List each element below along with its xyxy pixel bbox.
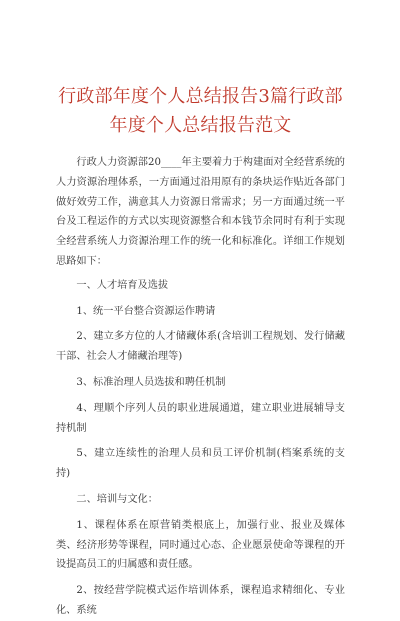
intro-paragraph: 行政人力资源部20____年主要着力于构建面对全经营系统的人力资源治理体系，一方面通过沿用原有的条块运作贴近各部门做好效劳工作，满意其人力资源日常需求；另一方面通过统一平台及工程运作的方式以实现资源整合和本钱节余同时有利于实现全经营系统人力资源治理工作的统一化和标准化。详细工作规划思路如下： [56, 157, 345, 267]
document-title: 行政部年度个人总结报告3篇行政部年度个人总结报告范文 [58, 86, 343, 136]
section-heading-talent: 一、人才培育及选拔 [76, 279, 169, 291]
list-item: 5、建立连续性的治理人员和员工评价机制(档案系统的支持) [56, 448, 345, 480]
section-heading-training: 二、培训与文化： [76, 493, 158, 505]
list-item: 3、标准治理人员选拔和聘任机制 [76, 376, 226, 388]
list-item: 4、理顺个序列人员的职业进展通道，建立职业进展辅导支持机制 [56, 402, 345, 434]
list-item: 2、建立多方位的人才储藏体系(含培训工程规划、发行储藏干部、社会人才储藏治理等) [56, 331, 345, 363]
list-item: 1、课程体系在原营销类根底上，加强行业、报业及媒体类、经济形势等课程，同时通过心态、企业愿景使命等课程的开设提高员工的归属感和责任感。 [56, 519, 345, 571]
list-item: 2、按经营学院模式运作培训体系，课程追求精细化、专业化、系统 [56, 585, 345, 616]
list-item: 1、统一平台整合资源运作聘请 [76, 305, 216, 317]
